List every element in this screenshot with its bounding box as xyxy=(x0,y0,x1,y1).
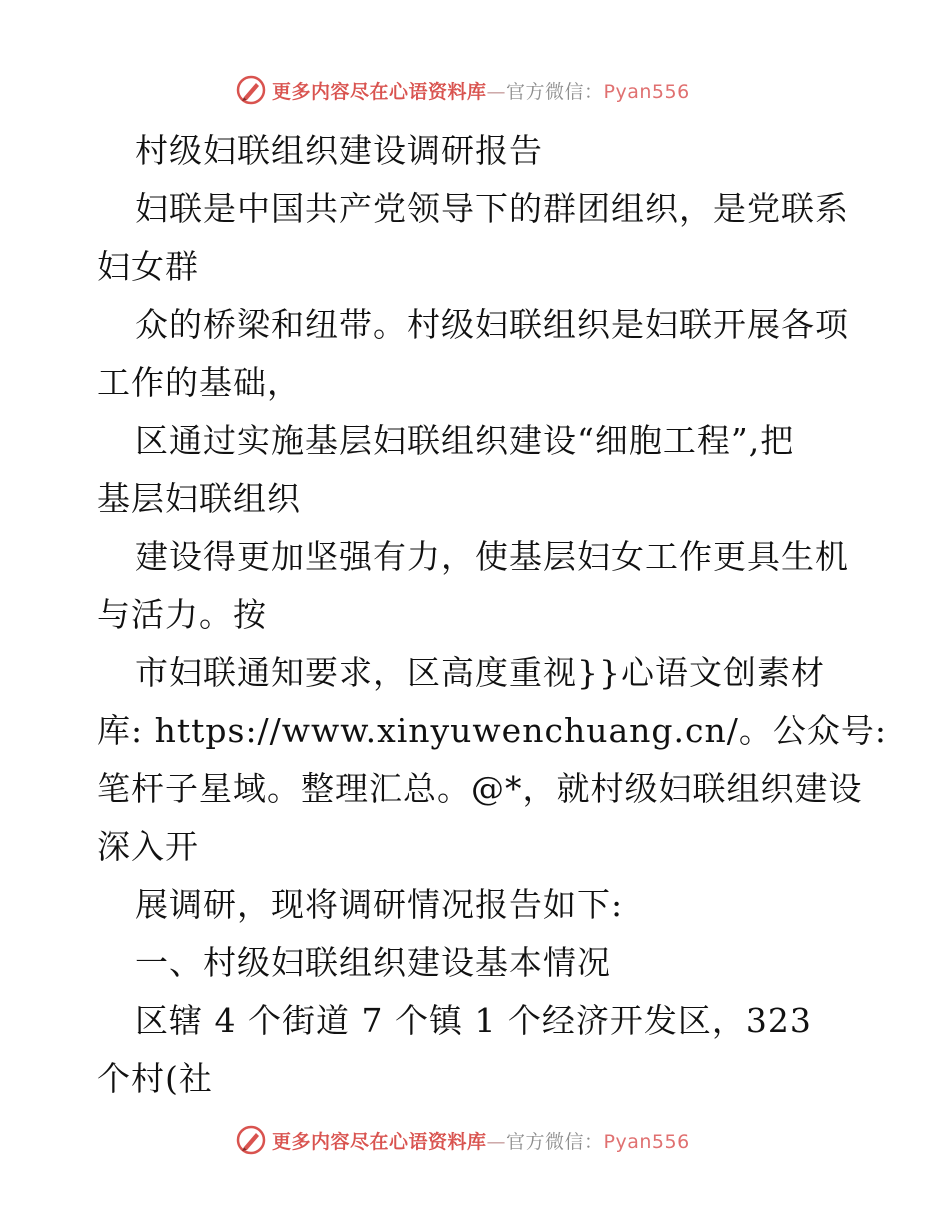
watermark-label: 官方微信： xyxy=(506,1130,604,1153)
header-watermark xyxy=(236,74,690,106)
text-line-url: 库: https://www.xinyuwenchuang.cn/。公众号: xyxy=(97,711,887,750)
text-line: 工作的基础， xyxy=(97,363,301,402)
watermark-id: Pyan556 xyxy=(603,80,690,103)
text-line: 区辖 4 个街道 7 个镇 1 个经济开发区，323 xyxy=(135,1001,812,1040)
text-line: 区通过实施基层妇联组织建设“细胞工程”,把 xyxy=(135,421,795,460)
text-line: 众的桥梁和纽带。村级妇联组织是妇联开展各项 xyxy=(135,305,849,344)
watermark-brand: 更多内容尽在心语资料库 xyxy=(272,80,487,103)
text-line: 与活力。按 xyxy=(97,595,267,634)
watermark-dash: — xyxy=(486,1130,507,1153)
text-line: 村级妇联组织建设调研报告 xyxy=(135,131,543,170)
text-line: 妇女群 xyxy=(97,247,199,286)
watermark-brand: 更多内容尽在心语资料库 xyxy=(272,1130,487,1153)
text-line: 笔杆子星域。整理汇总。@*，就村级妇联组织建设 xyxy=(97,769,863,808)
pen-logo-icon xyxy=(236,1125,266,1155)
text-line: 妇联是中国共产党领导下的群团组织，是党联系 xyxy=(135,189,849,228)
text-line: 深入开 xyxy=(97,827,199,866)
text-line: 个村(社 xyxy=(97,1059,213,1098)
watermark-label: 官方微信： xyxy=(506,80,604,103)
pen-logo-icon xyxy=(236,75,266,105)
watermark-dash: — xyxy=(486,80,507,103)
text-line: 市妇联通知要求，区高度重视}}心语文创素材 xyxy=(135,653,825,692)
document-body xyxy=(97,122,887,1108)
text-line: 建设得更加坚强有力，使基层妇女工作更具生机 xyxy=(135,537,849,576)
text-line: 展调研，现将调研情况报告如下: xyxy=(135,885,624,924)
text-line: 基层妇联组织 xyxy=(97,479,301,518)
watermark-id: Pyan556 xyxy=(603,1130,690,1153)
footer-watermark xyxy=(236,1124,690,1156)
section-heading: 一、村级妇联组织建设基本情况 xyxy=(135,943,611,982)
